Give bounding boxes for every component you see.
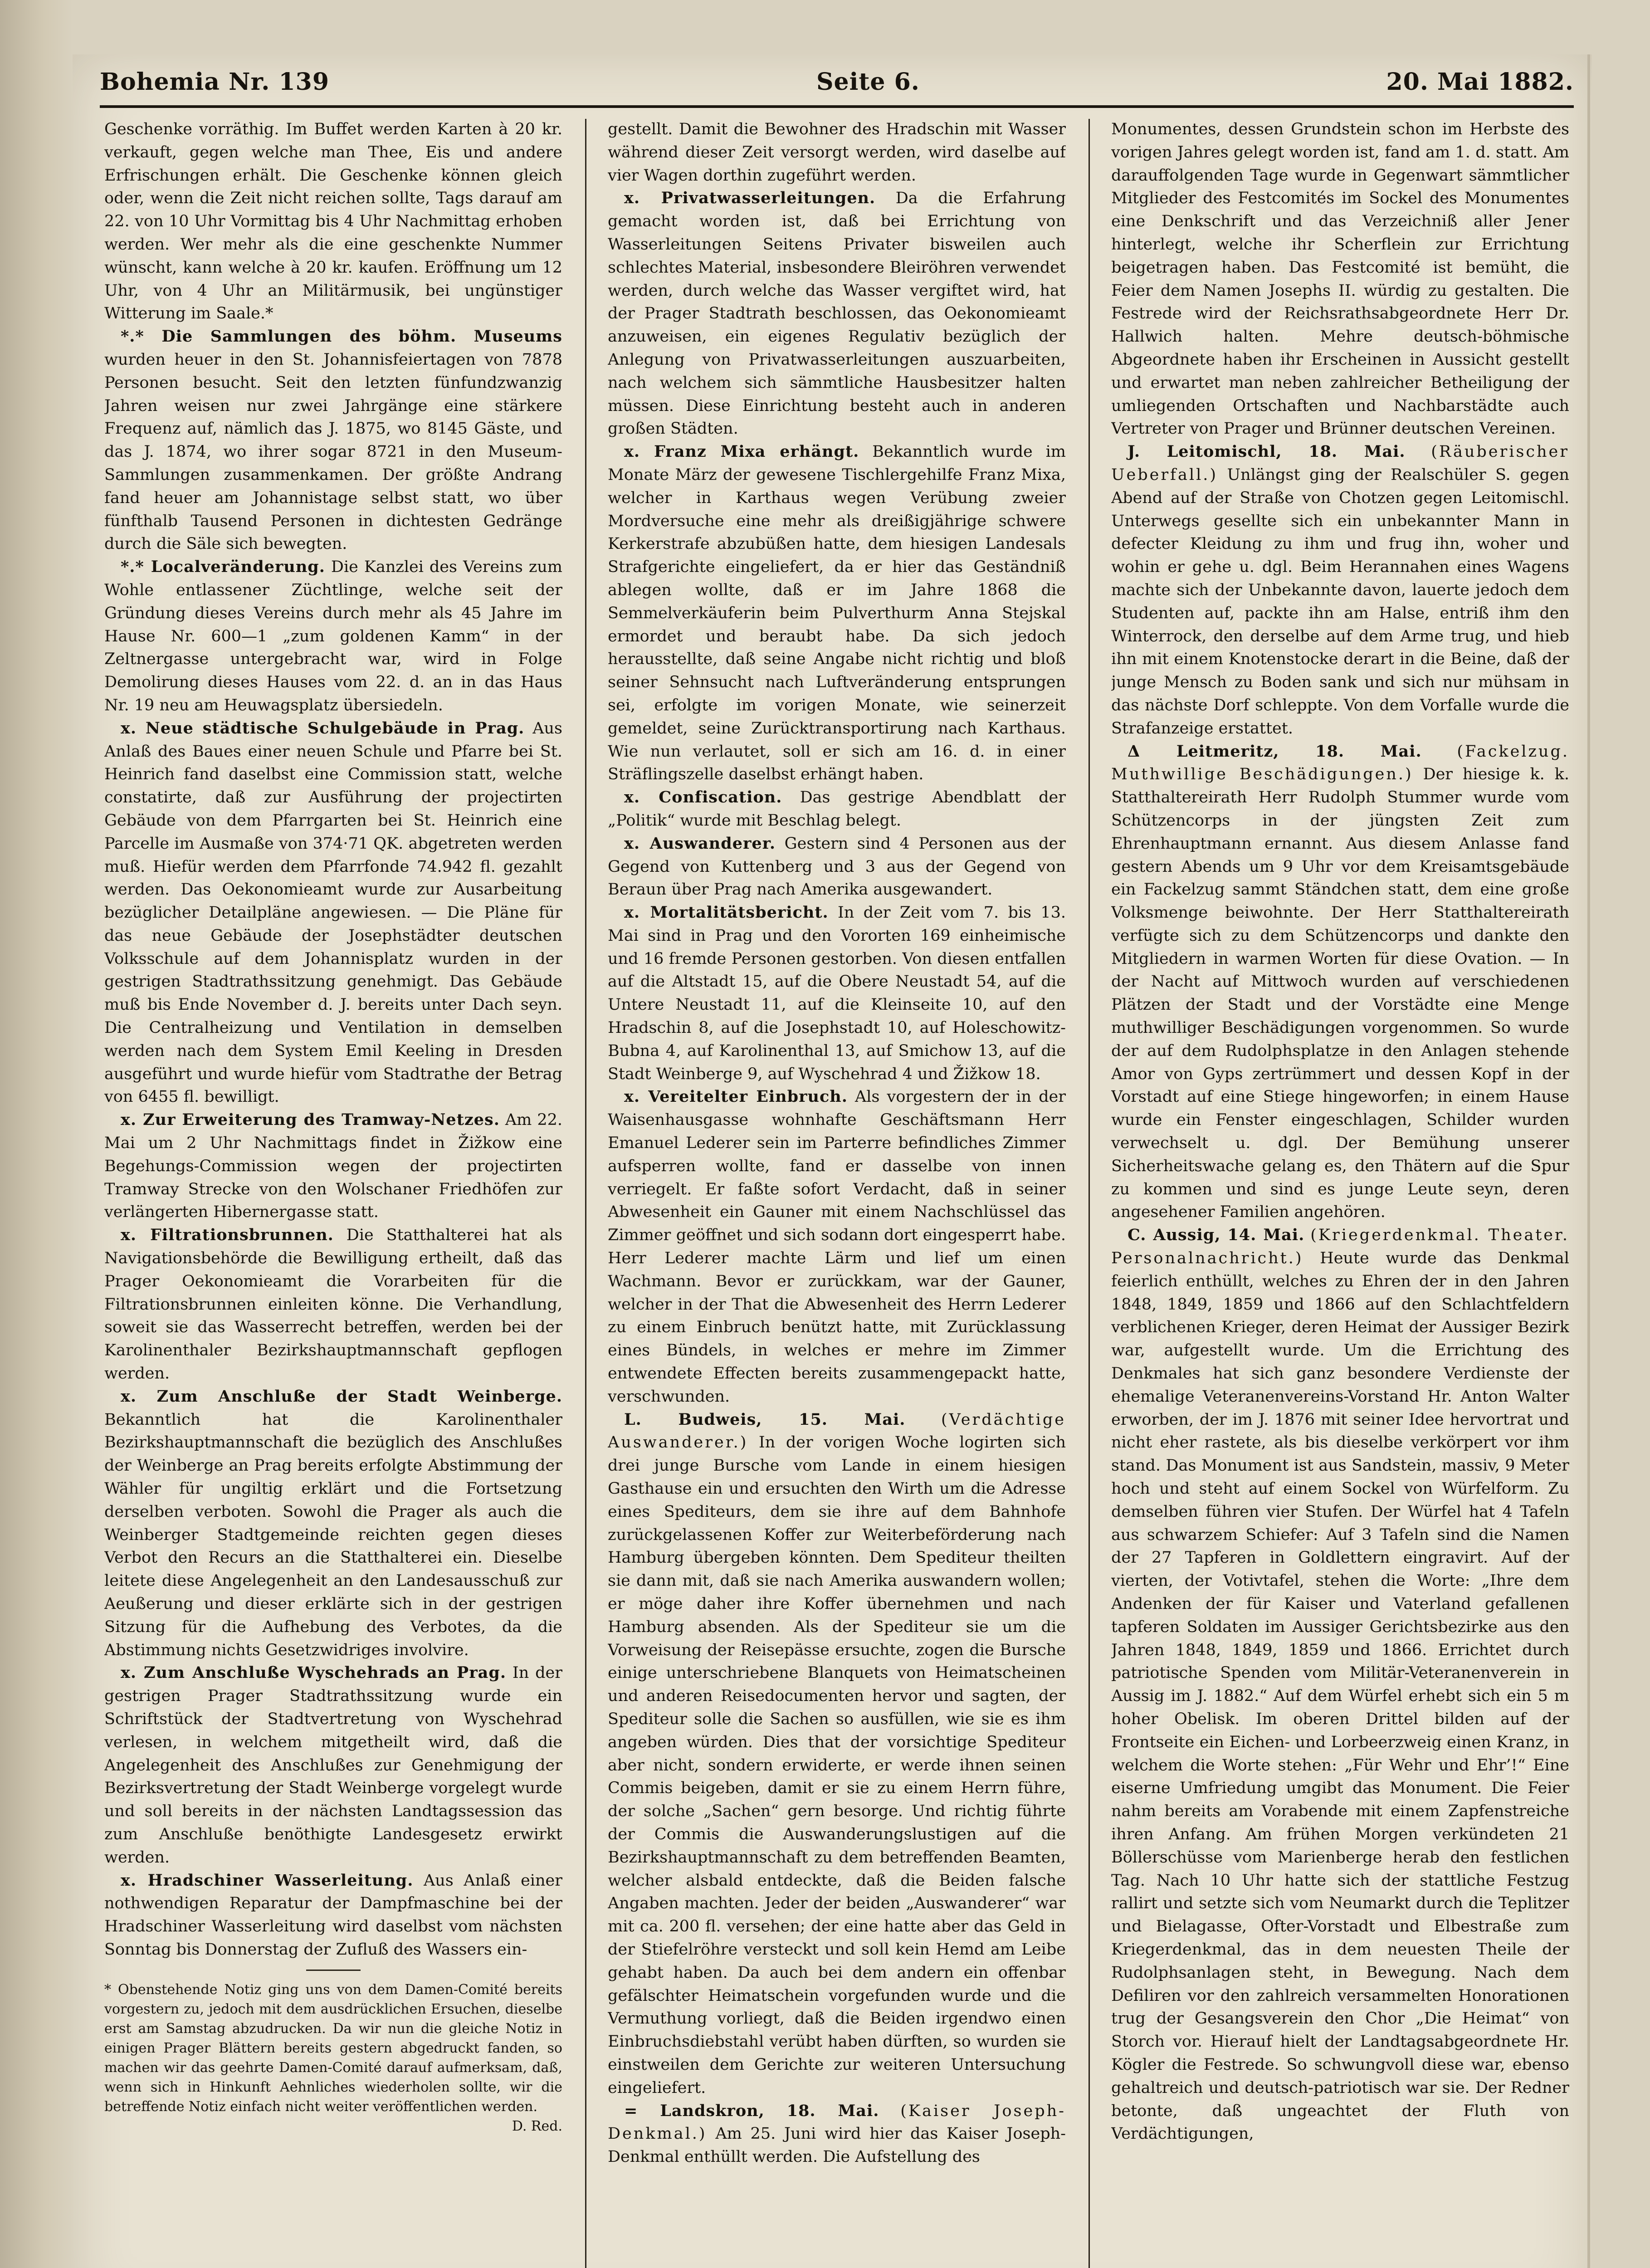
article (608, 440, 1066, 786)
article-text: Am 25. Juni wird hier das Kaiser Joseph-Denkmal enthüllt werden. Die Aufstellung des (608, 2125, 1066, 2166)
article-text: Das gestrige Abendblatt der „Politik“ wurde mit Beschlag belegt. (608, 788, 1066, 830)
article (1111, 440, 1569, 740)
article-text: In der gestrigen Prager Stadtrathssitzung wurde ein Schriftstück der Stadtvertretung von Wyschehrad verlesen, in welchem mitgetheilt wird, daß die Angelegenheit des Anschlußes zur Genehmigung der Bezirksvertretung der Stadt Weinberge vorgelegt wurde und soll bereits in der nächsten Landtagssession das zum Anschluße benöthigte Landesgesetz erwirkt werden. (104, 1664, 562, 1867)
footnote (104, 1980, 562, 2136)
header-paper-number: Bohemia Nr. 139 (100, 68, 330, 96)
article-headline: *.* Die Sammlungen des böhm. Museums (121, 327, 562, 346)
article-text: gestellt. Damit die Bewohner des Hradschin mit Wasser während dieser Zeit versorgt werden, wird daselbe auf vier Wagen dorthin zugeführt werden. (608, 120, 1066, 185)
article-headline: J. Leitomischl, 18. Mai. (1128, 442, 1406, 461)
article-text: Die Statthalterei hat als Navigationsbehörde die Bewilligung ertheilt, daß das Prager Oekonomieamt die Vorarbeiten für die Filtrationsbrunnen einleiten könne. Die Verhandlung, soweit sie das Wasserrecht betreffen, werden bei der Karolinenthaler Bezirkshauptmannschaft gepflogen werden. (104, 1226, 562, 1383)
column-1 (104, 118, 562, 2268)
article (608, 1408, 1066, 2100)
article (608, 187, 1066, 440)
article-subhead: (Kaiser Joseph-Denkmal.) (608, 2102, 1066, 2143)
page-header (100, 68, 1574, 104)
header-date: 20. Mai 1882. (1386, 68, 1574, 96)
article (1111, 118, 1569, 440)
column-divider (585, 119, 586, 2268)
footnote-text: * Obenstehende Notiz ging uns von dem Damen-Comité bereits vorgestern zu, jedoch mit dem ausdrücklichen Ersuchen, dieselbe erst am Samstag abzudrucken. Da wir nun die gleiche Notiz in einigen Prager Blättern bereits gestern abgedruckt fanden, so machen wir das geehrte Damen-Comité darauf aufmerksam, daß, wenn sich in Hinkunft Aehnliches wiederholen sollte, wir die betreffende Notiz einfach nicht weiter veröffentlichen werden. (104, 1981, 562, 2115)
article-text: Gestern sind 4 Personen aus der Gegend von Kuttenberg und 3 aus der Gegend von Beraun über Prag nach Amerika ausgewandert. (608, 834, 1066, 899)
article-headline: x. Mortalitätsbericht. (624, 903, 829, 922)
article-text: Da die Erfahrung gemacht worden ist, daß bei Errichtung von Wasserleitungen Seitens Privater bisweilen auch schlechtes Material, insbesondere Bleiröhren verwendet werden, durch welche das Wasser vergiftet wird, hat der Prager Stadtrath beschlossen, das Oekonomieamt anzuweisen, ein eigenes Regulativ bezüglich der Anlegung von Privatwasserleitungen auszuarbeiten, nach welchem sich sämmtliche Hausbesitzer halten müssen. Diese Einrichtung besteht auch in anderen großen Städten. (608, 189, 1066, 438)
article-text: wurden heuer in den St. Johannisfeiertagen von 7878 Personen besucht. Seit den letzten fünfundzwanzig Jahren weisen nur zwei Jahrgänge eine stärkere Frequenz auf, nämlich das J. 1875, wo 8145 Gäste, und das J. 1874, wo ihrer sogar 8721 in den Museum-Sammlungen zusammenkamen. Der größte Andrang fand heuer am Johannistage selbst statt, wo über fünfthalb Tausend Personen in dichtesten Gedränge durch die Säle sich bewegten. (104, 350, 562, 553)
article-headline: Δ Leitmeritz, 18. Mai. (1128, 742, 1422, 761)
article (104, 325, 562, 556)
article-text: Aus Anlaß einer nothwendigen Reparatur der Dampfmaschine bei der Hradschiner Wasserleitung wird daselbst vom nächsten Sonntag bis Donnerstag der Zufluß des Wassers ein- (104, 1871, 562, 1959)
article (1111, 1224, 1569, 2146)
article-headline: x. Hradschiner Wasserleitung. (121, 1871, 414, 1890)
article (104, 556, 562, 717)
article-headline: x. Zum Anschluße Wyschehrads an Prag. (121, 1663, 507, 1682)
article (608, 1085, 1066, 1408)
article-headline: x. Neue städtische Schulgebäude in Prag. (121, 719, 525, 738)
header-page-number: Seite 6. (816, 68, 920, 96)
article-text: Aus Anlaß des Baues einer neuen Schule und Pfarre bei St. Heinrich fand daselbst eine Commission statt, welche constatirte, daß zur Ausführung der projectirten Gebäude von dem Pfarrgarten bei St. Heinrich eine Parcelle im Ausmaße von 374·71 QK. abgetreten werden muß. Hiefür werden dem Pfarrfonde 74.942 fl. gezahlt werden. Das Oekonomieamt wurde zur Ausarbeitung bezüglicher Detailpläne angewiesen. — Die Pläne für das neue Gebäude der Josephstädter deutschen Volksschule auf dem Johannisplatz wurden in der gestrigen Stadtrathssitzung genehmigt. Das Gebäude muß bis Ende November d. J. bereits unter Dach seyn. Die Centralheizung und Ventilation in demselben werden nach dem System Emil Keeling in Dresden ausgeführt und wurde hiefür vom Stadtrathe der Betrag von 6455 fl. bewilligt. (104, 719, 562, 1106)
article (104, 1224, 562, 1385)
article-headline: x. Filtrationsbrunnen. (121, 1226, 334, 1245)
article-text: Als vorgestern der in der Waisenhausgasse wohnhafte Geschäftsmann Herr Emanuel Lederer sein im Parterre befindliches Zimmer aufsperren wollte, fand er dasselbe von innen verriegelt. Er faßte sofort Verdacht, daß in seiner Abwesenheit ein Gauner mit einem Nachschlüssel das Zimmer geöffnet und sich sodann dort eingesperrt habe. Herr Lederer machte Lärm und lief um einen Wachmann. Bevor er zurückkam, war der Gauner, welcher in der That die Abwesenheit des Herrn Lederer zu einem Einbruch benützt hatte, mit Zurücklassung eines Bündels, in welches er mehre im Zimmer entwendete Effecten bereits zusammengepackt hatte, verschwunden. (608, 1088, 1066, 1406)
article-headline: x. Zur Erweiterung des Tramway-Netzes. (121, 1110, 500, 1129)
header-rule (100, 105, 1574, 108)
article-headline: C. Aussig, 14. Mai. (1128, 1226, 1305, 1245)
article-text: Die Kanzlei des Vereins zum Wohle entlassener Züchtlinge, welche seit der Gründung dieses Vereins durch mehr als 45 Jahre im Hause Nr. 600—1 „zum goldenen Kamm“ in der Zeltnergasse untergebracht war, wird in Folge Demolirung dieses Hauses vom 22. d. an in das Haus Nr. 19 neu am Heuwagsplatz übersiedeln. (104, 558, 562, 714)
article-subhead: (Kriegerdenkmal. Theater. Personalnachricht.) (1111, 1226, 1569, 1268)
article-text: In der Zeit vom 7. bis 13. Mai sind in Prag und den Vororten 169 einheimische und 16 fremde Personen gestorben. Von diesen entfallen auf die Altstadt 15, auf die Obere Neustadt 54, auf die Untere Neustadt 11, auf die Kleinseite 10, auf den Hradschin 8, auf die Josephstadt 10, auf Holeschowitz-Bubna 4, auf Karolinenthal 13, auf Smichow 13, auf die Stadt Weinberge 9, auf Wyschehrad 4 und Žižkow 18. (608, 904, 1066, 1083)
article-headline: x. Zum Anschluße der Stadt Weinberge. (121, 1387, 562, 1406)
column-2 (608, 118, 1066, 2268)
footnote-rule (306, 1970, 361, 1971)
article-text: Bekanntlich wurde im Monate März der gewesene Tischlergehilfe Franz Mixa, welcher in Karthaus wegen Verübung zweier Mordversuche eine mehr als dreißigjährige schwere Kerkerstrafe abzubüßen hatte, dem hiesigen Landesals Strafgerichte eingeliefert, da er hier das Geständniß ablegen wollte, daß er im Jahre 1868 die Semmelverkäuferin beim Pulverthurm Anna Stejskal ermordet und beraubt habe. Da sich jedoch herausstellte, daß seine Angabe nicht richtig und bloß seiner Sehnsucht nach Luftveränderung entsprungen sei, erfolgte im vorigen Monate, wie seinerzeit gemeldet, seine Zurücktransportirung nach Karthaus. Wie nun verlautet, soll er sich am 16. d. in einer Sträflingszelle daselbst erhängt haben. (608, 443, 1066, 784)
article (104, 1385, 562, 1662)
article-subhead: (Räuberischer Ueberfall.) (1111, 443, 1569, 484)
article-text: Am 22. Mai um 2 Uhr Nachmittags findet in Žižkow eine Begehungs-Commission wegen der projectirten Tramway Strecke von den Wolschaner Friedhöfen zur verlängerten Hibernergasse statt. (104, 1111, 562, 1222)
article-text: In der vorigen Woche logirten sich drei junge Bursche vom Lande in einem hiesigen Gasthause ein und ersuchten den Wirth um die Adresse eines Spediteurs, dem sie ihre auf dem Bahnhofe zurückgelassenen Koffer zur Weiterbeförderung nach Hamburg übergeben könnten. Dem Spediteur theilten sie dann mit, daß sie nach Amerika auswandern wollen; er möge daher ihre Koffer übernehmen und nach Hamburg absenden. Als der Spediteur sie um die Vorweisung der Reisepässe ersuchte, zogen die Bursche einige unterschriebene Blanquets von Heimatscheinen und anderen Reisedocumenten hervor und sagten, der Spediteur solle die Sachen so ausfüllen, wie sie es ihm angeben würden. Dies that der vorsichtige Spediteur aber nicht, sondern erwiderte, er werde ihnen seinen Commis beigeben, damit er sie zu einem Herrn führe, der solche „Sachen“ gern besorge. Und richtig führte der Commis die Auswanderungslustigen auf die Bezirkshauptmannschaft zu dem betreffenden Beamten, welcher alsbald entdeckte, daß die Beiden falsche Angaben machten. Jeder der beiden „Auswanderer“ war mit ca. 200 fl. versehen; der eine hatte aber das Geld in der Stiefelröhre versteckt und soll kein Hemd am Leibe gehabt haben. Da auch bei dem andern ein offenbar gefälschter Heimatschein vorgefunden wurde und die Vermuthung vorliegt, daß die Beiden irgendwo einen Einbruchsdiebstahl verübt haben dürften, so wurden sie einstweilen dem Gerichte zur weiteren Untersuchung eingeliefert. (608, 1433, 1066, 2097)
article (608, 2100, 1066, 2169)
article-headline: x. Vereitelter Einbruch. (624, 1087, 848, 1106)
footnote-signature: D. Red. (512, 2118, 562, 2134)
column-3 (1111, 118, 1569, 2268)
article (608, 786, 1066, 832)
article (608, 901, 1066, 1085)
article-headline: x. Privatwasserleitungen. (624, 189, 876, 208)
article-text: Heute wurde das Denkmal feierlich enthüllt, welches zu Ehren der in den Jahren 1848, 1849, 1859 und 1866 auf den Schlachtfeldern verblichenen Krieger, deren Heimat der Aussiger Bezirk war, aufgestellt wurde. Um die Errichtung des Denkmales hat sich ganz besondere Verdienste der ehemalige Veteranenvereins-Vorstand Hr. Anton Walter erworben, der im J. 1876 mit seiner Idee hervortrat und nicht eher rastete, als bis dieselbe verkörpert vor ihm stand. Das Monument ist aus Sandstein, massiv, 9 Meter hoch und steht auf einem Sockel von Würfelform. Zu demselben führen vier Stufen. Der Würfel hat 4 Tafeln aus schwarzem Schiefer: Auf 3 Tafeln sind die Namen der 27 Tapferen in Goldlettern eingravirt. Auf der vierten, der Votivtafel, stehen die Worte: „Ihre dem Andenken der für Kaiser und Vaterland gefallenen tapferen Soldaten im Aussiger Gerichtsbezirke aus den Jahren 1848, 1849, 1859 und 1866. Errichtet durch patriotische Spenden vom Militär-Veteranenverein in Aussig im J. 1882.“ Auf dem Würfel erhebt sich ein 5 m hoher Obelisk. Im oberen Drittel bilden auf der Frontseite ein Eichen- und Lorbeerzweig einen Kranz, in welchem die Worte stehen: „Für Wehr und Ehr’!“ Eine eiserne Umfriedung umgibt das Monument. Die Feier nahm bereits am Vorabende mit einem Zapfenstreiche ihren Anfang. Am frühen Morgen verkündeten 21 Böllerschüsse vom Marienberge herab den festlichen Tag. Nach 10 Uhr hatte sich der stattliche Festzug rallirt und setzte sich vom Neumarkt durch die Teplitzer und Bielagasse, Ofter-Vorstadt und Elbestraße zum Kriegerdenkmal, das in dem neuesten Theile der Rudolphsanlagen steht, in Bewegung. Nach dem Defiliren vor den zahlreich versammelten Honorationen trug der Gesangsverein den Chor „Die Heimat“ von Storch vor. Hierauf hielt der Landtagsabgeordnete Hr. Kögler die Festrede. So schwungvoll diese war, ebenso gehaltreich und deutsch-patriotisch war sie. Der Redner betonte, daß ungeachtet der Fluth von Verdächtigungen, (1111, 1249, 1569, 2143)
article (104, 1662, 562, 1869)
article-text: Bekanntlich hat die Karolinenthaler Bezirkshauptmannschaft die bezüglich des Anschlußes der Weinberge an Prag bereits erfolgte Abstimmung der Wähler für ungiltig erklärt und die Fortsetzung derselben verboten. Sowohl die Prager als auch die Weinberger Stadtgemeinde reichten gegen dieses Verbot den Recurs an die Statthalterei ein. Dieselbe leitete diese Angelegenheit an den Landesausschuß zur Aeußerung und dieser erklärte sich in der gestrigen Sitzung für die Aufhebung des Verbotes, da die Abstimmung nichts Gesetzwidriges involvire. (104, 1410, 562, 1659)
article (1111, 740, 1569, 1224)
article-subhead: (Verdächtige Auswanderer.) (608, 1410, 1066, 1452)
article-text: Monumentes, dessen Grundstein schon im Herbste des vorigen Jahres gelegt worden ist, fand am 1. d. statt. Am darauffolgenden Tage wurde in Gegenwart sämmtlicher Mitglieder des Festcomités im Sockel des Monumentes eine Denkschrift und das Verzeichniß aller Jener hinterlegt, welche ihr Scherflein zur Errichtung beigetragen haben. Das Festcomité ist bemüht, die Feier dem Namen Josephs II. würdig zu gestalten. Die Festrede wird der Reichsrathsabgeordnete Herr Dr. Hallwich halten. Mehre deutsch-böhmische Abgeordnete haben ihr Erscheinen in Aussicht gestellt und erwartet man neben zahlreicher Betheiligung der umliegenden Ortschaften und Nachbarstädte auch Vertreter von Prager und Brünner deutschen Vereinen. (1111, 120, 1569, 438)
article-headline: x. Franz Mixa erhängt. (624, 442, 859, 461)
article-headline: = Landskron, 18. Mai. (624, 2101, 879, 2120)
article (104, 118, 562, 325)
article (104, 1109, 562, 1224)
article-headline: x. Confiscation. (624, 788, 782, 807)
article-text: Unlängst ging der Realschüler S. gegen Abend auf der Straße von Chotzen gegen Leitomischl. Unterwegs gesellte sich ein unbekannter Mann in defecter Kleidung zu ihm und frug ihn, woher und wohin er gehe u. dgl. Beim Herannahen eines Wagens machte sich der Unbekannte davon, lauerte jedoch dem Studenten auf, packte ihn am Halse, entriß ihm den Winterrock, den derselbe auf dem Arme trug, und hieb ihn mit einem Knotenstocke derart in die Beine, daß der junge Mensch zu Boden sank und sich nur mühsam in das nächste Dorf schleppte. Von dem Vorfalle wurde die Strafanzeige erstattet. (1111, 465, 1569, 738)
article (104, 717, 562, 1109)
article-headline: L. Budweis, 15. Mai. (624, 1410, 906, 1429)
article (104, 1869, 562, 1961)
page-edge (1587, 54, 1590, 2268)
book-spine (0, 0, 73, 2268)
article-text: Der hiesige k. k. Statthaltereirath Herr Rudolph Stummer wurde vom Schützencorps in der jüngsten Zeit zum Ehrenhauptmann ernannt. Aus diesem Anlasse fand gestern Abends um 9 Uhr vor dem Kreisamtsgebäude ein Fackelzug sammt Ständchen statt, dem eine große Volksmenge beiwohnte. Der Herr Statthaltereirath verfügte sich zu dem Schützencorps und dankte den Mitgliedern in warmen Worten für diese Ovation. — In der Nacht auf Mittwoch wurden auf verschiedenen Plätzen der Stadt und der Vorstädte eine Menge muthwilliger Beschädigungen vorgenommen. So wurde der auf dem Rudolphsplatze in den Anlagen stehende Amor von Gyps zertrümmert und dessen Kopf in der Vorstadt auf eine Stiege hingeworfen; in einem Hause wurde ein Fenster eingeschlagen, Schilder wurden verwechselt u. dgl. Der Bemühung unserer Sicherheitswache gelang es, den Thätern auf die Spur zu kommen und sind es junge Leute seyn, deren angesehener Familien angehören. (1111, 765, 1569, 1222)
article (608, 118, 1066, 187)
article-headline: x. Auswanderer. (624, 834, 776, 853)
column-divider (1089, 119, 1090, 2268)
article-headline: *.* Localveränderung. (121, 557, 325, 577)
article (608, 832, 1066, 901)
article-text: Geschenke vorräthig. Im Buffet werden Karten à 20 kr. verkauft, gegen welche man Thee, Eis und andere Erfrischungen erhält. Die Geschenke können gleich oder, wenn die Zeit nicht reichen sollte, Tags darauf am 22. von 10 Uhr Vormittag bis 4 Uhr Nachmittag erhoben werden. Wer mehr als die eine geschenkte Nummer wünscht, kann welche à 20 kr. kaufen. Eröffnung um 12 Uhr, von 4 Uhr an Militärmusik, bei ungünstiger Witterung im Saale.* (104, 120, 562, 323)
article-subhead: (Fackelzug. Muthwillige Beschädigungen.) (1111, 742, 1569, 784)
